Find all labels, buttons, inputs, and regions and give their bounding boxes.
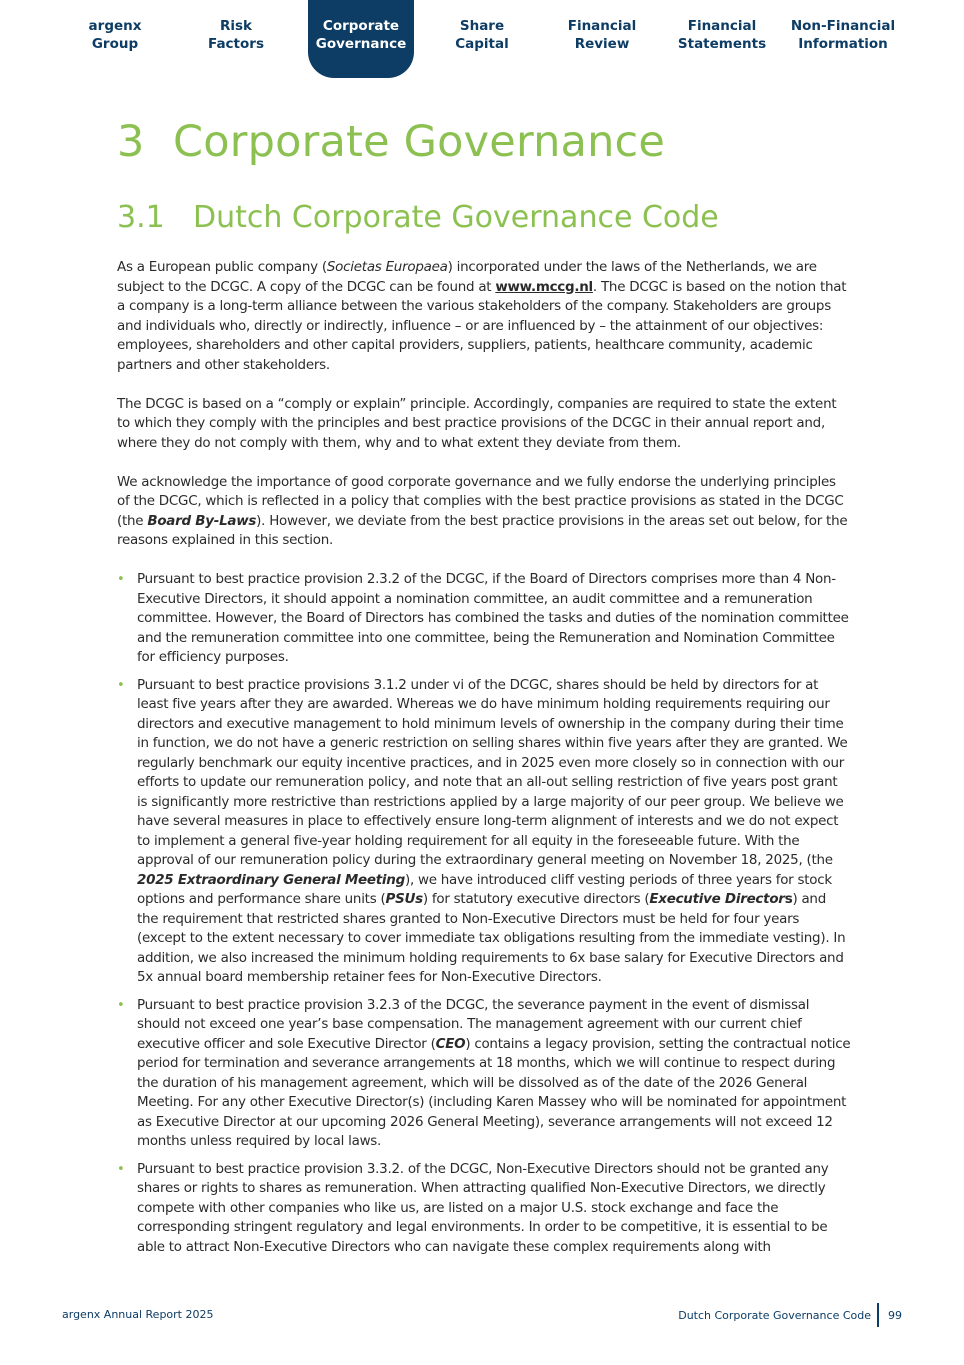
body-text xyxy=(117,258,851,1265)
tab-label: Risk Factors xyxy=(208,18,264,52)
paragraph-intro: As a European public company (Societas Europaea) incorporated under the laws of the Netherlands, we are subject to the DCGC. A copy of the DCGC can be found at www.mccg.nl. The DCGC is based on the notion that a company is a long-term alliance between the various stakeholders of the company. Stakeholders are groups and individuals who, directly or indirectly, influence – or are influenced by – the attainment of our objectives: employees, shareholders and other capital providers, suppliers, patients, healthcare community, academic partners and other stakeholders. xyxy=(117,260,847,373)
tab-share-capital[interactable] xyxy=(427,0,537,78)
defined-term: Board By-Laws xyxy=(147,513,257,529)
tab-risk-factors[interactable] xyxy=(181,0,291,78)
tab-label: Financial Statements xyxy=(677,18,767,52)
footer-page-info xyxy=(678,1303,902,1327)
tab-financial-review[interactable] xyxy=(547,0,657,78)
section-title xyxy=(117,200,719,235)
tab-label: Financial Review xyxy=(567,18,637,52)
tab-label: argenx Group xyxy=(88,18,142,52)
page-number: 99 xyxy=(888,1308,902,1322)
page-title xyxy=(117,117,665,167)
tab-financial-statements[interactable] xyxy=(667,0,777,78)
bullet-icon: • xyxy=(117,997,125,1013)
mccg-link[interactable]: www.mccg.nl xyxy=(495,279,593,295)
defined-term: CEO xyxy=(435,1036,466,1052)
tab-argenx-group[interactable] xyxy=(60,0,170,78)
chapter-number: 3 xyxy=(117,117,145,167)
defined-term: 2025 Extraordinary General Meeting xyxy=(137,872,405,888)
footer-section-title: Dutch Corporate Governance Code xyxy=(678,1308,871,1322)
latin-term: Societas Europaea xyxy=(326,260,448,275)
list-item: • Pursuant to best practice provision 3.2.3 of the DCGC, the severance payment in the event of dismissal should not exceed one year’s base compensation. The management agreement with our current chief executive officer and sole Executive Director (CEO) contains a legacy provision, setting the contractual notice period for termination and severance arrangements at 18 months, which we will continue to respect during the duration of his management agreement, which will be dissolved as of the date of the 2026 General Meeting. For any other Executive Director(s) (including Karen Massey who will be nominated for appointment as Executive Director at our upcoming 2026 General Meeting), severance arrangements will not exceed 12 months unless required by local laws. xyxy=(117,997,851,1149)
tab-label: Share Capital xyxy=(455,18,509,52)
bullet-icon: • xyxy=(117,677,125,693)
tab-label: Corporate Governance xyxy=(315,18,407,52)
list-item: • Pursuant to best practice provisions 3.1.2 under vi of the DCGC, shares should be held by directors for at least five years after they are awarded. Whereas we do have minimum holding requirements requiring our directors and executive management to hold minimum levels of ownership in the company during their time in function, we do not have a generic restriction on selling shares within five years after they are granted. We regularly benchmark our equity incentive practices, and in 2025 even more closely so in connection with our efforts to update our remuneration policy, and note that an all-out selling restriction of five years post grant is significantly more restrictive than restrictions applied by a large majority of our peer group. We believe we have several measures in place to effectively ensure long-term alignment of interests and we do not expect to implement a general five-year holding requirement for all equity in the foreseeable future. With the approval of our remuneration policy during the extraordinary general meeting on November 18, 2025, (the 2025 Extraordinary General Meeting), we have introduced cliff vesting periods of three years for stock options and performance share units (PSUs) for statutory executive directors (Executive Directors) and the requirement that restricted shares granted to Non-Executive Directors must be held for four years (except to the extent necessary to cover immediate tax obligations resulting from the immediate vesting). In addition, we also increased the minimum holding requirements to 6x base salary for Executive Directors and 5x annual board membership retainer fees for Non-Executive Directors. xyxy=(117,677,848,985)
bullet-icon: • xyxy=(117,1161,125,1177)
defined-term: PSUs xyxy=(385,892,423,907)
section-number: 3.1 xyxy=(117,200,165,235)
paragraph-acknowledgement: We acknowledge the importance of good corporate governance and we fully endorse the underlying principles of the DCGC, which is reflected in a policy that complies with the best practice provisions as stated in the DCGC (the Board By-Laws). However, we deviate from the best practice provisions in the areas set out below, for the reasons explained in this section. xyxy=(117,474,848,548)
footer-divider xyxy=(877,1303,879,1327)
tab-label: Non-Financial Information xyxy=(790,18,896,52)
tab-non-financial-information[interactable] xyxy=(787,0,899,78)
list-item: • Pursuant to best practice provision 3.3.2. of the DCGC, Non-Executive Directors should not be granted any shares or rights to shares as remuneration. When attracting qualified Non-Executive Directors, we directly compete with other companies who like us, are listed on a major U.S. stock exchange and face the corresponding stringent regulatory and legal environments. In order to be competitive, it is essential to be able to attract Non-Executive Directors who can navigate these complex requirements along with xyxy=(117,1161,829,1255)
paragraph-comply-or-explain: The DCGC is based on a “comply or explain” principle. Accordingly, companies are required to state the extent to which they comply with the principles and best practice provisions of the DCGC in their annual report and, where they do not comply with them, why and to what extent they deviate from them. xyxy=(117,396,837,451)
chapter-title: Corporate Governance xyxy=(173,117,666,167)
deviation-list xyxy=(117,570,851,1257)
top-navigation xyxy=(60,0,904,78)
list-item: • Pursuant to best practice provision 2.3.2 of the DCGC, if the Board of Directors comprises more than 4 Non-Executive Directors, it should appoint a nomination committee, an audit committee and a remuneration committee. However, the Board of Directors has combined the tasks and duties of the nomination committee and the remuneration committee into one committee, being the Remuneration and Nomination Committee for efficiency purposes. xyxy=(117,572,849,665)
tab-corporate-governance[interactable] xyxy=(308,0,414,78)
bullet-icon: • xyxy=(117,572,125,587)
section-title-text: Dutch Corporate Governance Code xyxy=(193,200,719,235)
defined-term: Executive Director xyxy=(649,892,785,907)
footer-report-title: argenx Annual Report 2025 xyxy=(62,1308,214,1321)
